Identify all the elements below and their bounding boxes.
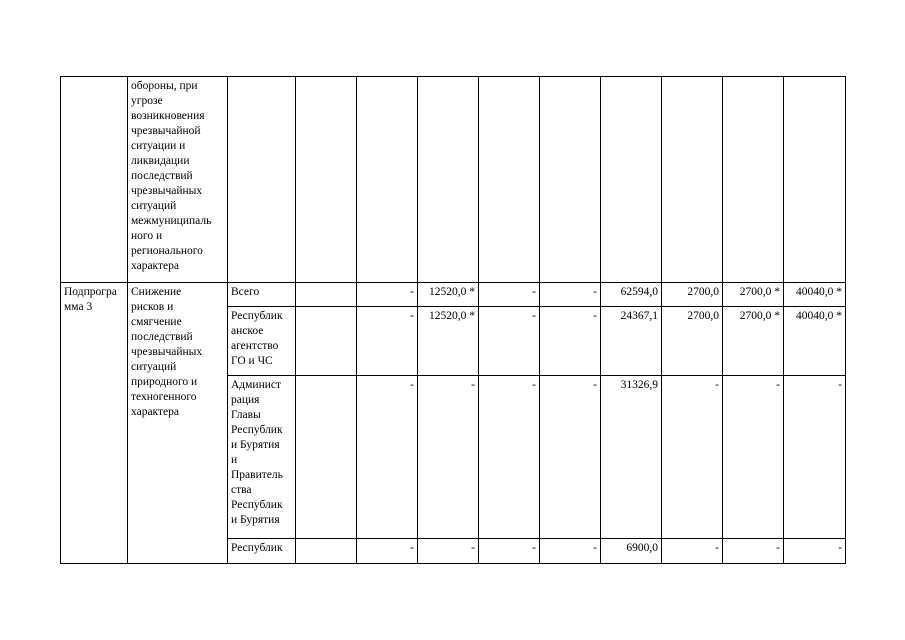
value-cell: 2700,0 <box>662 307 723 376</box>
value-cell <box>479 77 540 283</box>
empty-cell <box>296 376 357 539</box>
value-cell: - <box>540 283 601 307</box>
goal-cell: Снижение рисков и смягчение последствий чрезвычайных ситуаций природного и техногенного характера <box>128 283 228 564</box>
source-cell: Республик <box>228 539 296 564</box>
value-cell: 24367,1 <box>601 307 662 376</box>
value-cell: - <box>662 539 723 564</box>
value-cell: - <box>540 376 601 539</box>
value-cell <box>540 77 601 283</box>
value-cell <box>784 77 846 283</box>
value-cell <box>418 77 479 283</box>
value-cell: 40040,0 * <box>784 283 846 307</box>
value-cell: 62594,0 <box>601 283 662 307</box>
value-cell <box>723 77 784 283</box>
value-cell: 2700,0 * <box>723 283 784 307</box>
source-cell: Республик анское агентство ГО и ЧС <box>228 307 296 376</box>
empty-cell <box>296 539 357 564</box>
value-cell: - <box>784 376 846 539</box>
value-cell: - <box>357 283 418 307</box>
value-cell: 31326,9 <box>601 376 662 539</box>
empty-cell <box>296 283 357 307</box>
value-cell: 6900,0 <box>601 539 662 564</box>
source-cell: Всего <box>228 283 296 307</box>
value-cell: 12520,0 * <box>418 307 479 376</box>
program-cell: Подпрогра мма 3 <box>61 283 128 564</box>
value-cell: 2700,0 * <box>723 307 784 376</box>
source-cell <box>228 77 296 283</box>
value-cell: - <box>784 539 846 564</box>
value-cell <box>296 77 357 283</box>
value-cell: - <box>418 376 479 539</box>
value-cell: 2700,0 <box>662 283 723 307</box>
value-cell: - <box>723 376 784 539</box>
value-cell <box>601 77 662 283</box>
value-cell: - <box>357 539 418 564</box>
value-cell: 12520,0 * <box>418 283 479 307</box>
goal-cell: обороны, при угрозе возникновения чрезвычайной ситуации и ликвидации последствий чрезвычайных ситуаций межмуниципаль ного и регионального характера <box>128 77 228 283</box>
table-row <box>61 77 846 283</box>
value-cell: 40040,0 * <box>784 307 846 376</box>
value-cell: - <box>479 307 540 376</box>
value-cell: - <box>723 539 784 564</box>
value-cell: - <box>479 539 540 564</box>
value-cell: - <box>357 307 418 376</box>
value-cell: - <box>357 376 418 539</box>
value-cell: - <box>540 307 601 376</box>
value-cell: - <box>540 539 601 564</box>
table-row <box>61 283 846 307</box>
value-cell <box>662 77 723 283</box>
value-cell: - <box>418 539 479 564</box>
value-cell: - <box>662 376 723 539</box>
value-cell: - <box>479 283 540 307</box>
empty-cell <box>296 307 357 376</box>
source-cell: Админист рация Главы Республик и Бурятия и Правитель ства Республик и Бурятия <box>228 376 296 539</box>
value-cell: - <box>479 376 540 539</box>
budget-table <box>60 76 846 564</box>
program-cell <box>61 77 128 283</box>
value-cell <box>357 77 418 283</box>
